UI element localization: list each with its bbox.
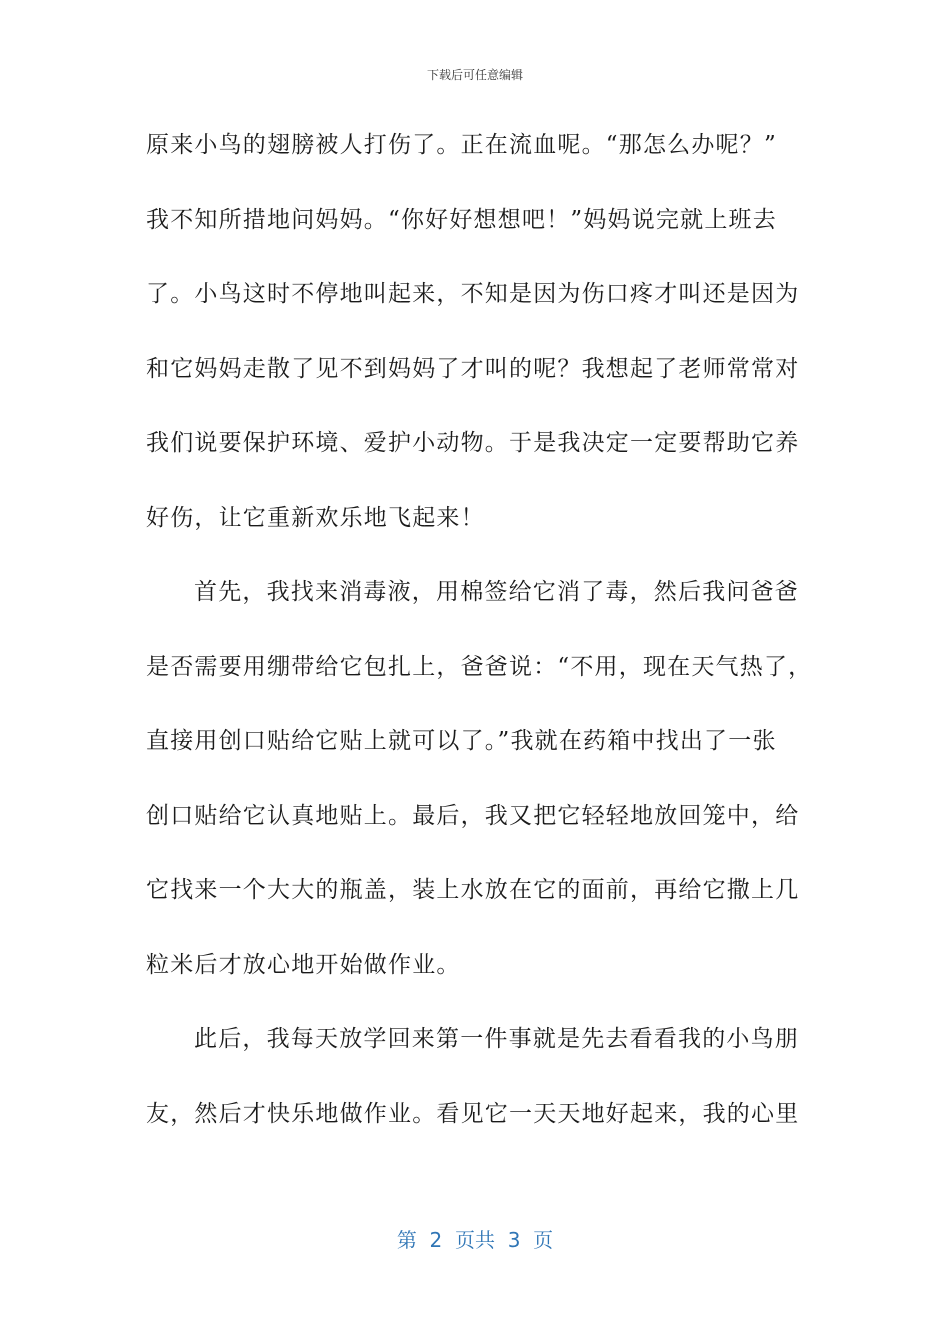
text-line: 我们说要保护环境、爱护小动物。于是我决定一定要帮助它养 (146, 430, 800, 456)
text-line: 和它妈妈走散了见不到妈妈了才叫的呢？我想起了老师常常对 (146, 355, 800, 382)
text-line: 是否需要用绷带给它包扎上，爸爸说：“不用，现在天气热了， (146, 653, 813, 680)
text-line: 直接用创口贴给它贴上就可以了。”我就在药箱中找出了一张 (146, 728, 777, 754)
text-line: 了。小鸟这时不停地叫起来，不知是因为伤口疼才叫还是因为 (146, 281, 800, 307)
paragraph-start-line: 首先，我找来消毒液，用棉签给它消了毒，然后我问爸爸 (194, 579, 799, 605)
page-number: 第 2 页共 3 页 (396, 1228, 554, 1252)
text-line: 我不知所措地问妈妈。“你好好想想吧！”妈妈说完就上班去 (146, 206, 777, 233)
text-line: 友，然后才快乐地做作业。看见它一天天地好起来，我的心里 (146, 1100, 800, 1127)
document-body (146, 120, 813, 1163)
text-line: 粒米后才放心地开始做作业。 (146, 951, 461, 978)
header-note: 下载后可任意编辑 (426, 68, 523, 82)
text-line: 原来小鸟的翅膀被人打伤了。正在流血呢。“那怎么办呢？” (146, 132, 777, 158)
text-line: 好伤，让它重新欢乐地飞起来！ (146, 504, 485, 531)
text-line: 它找来一个大大的瓶盖，装上水放在它的面前，再给它撒上几 (146, 877, 800, 903)
text-line: 创口贴给它认真地贴上。最后，我又把它轻轻地放回笼中，给 (146, 802, 800, 829)
paragraph-start-line: 此后，我每天放学回来第一件事就是先去看看我的小鸟朋 (194, 1026, 799, 1052)
